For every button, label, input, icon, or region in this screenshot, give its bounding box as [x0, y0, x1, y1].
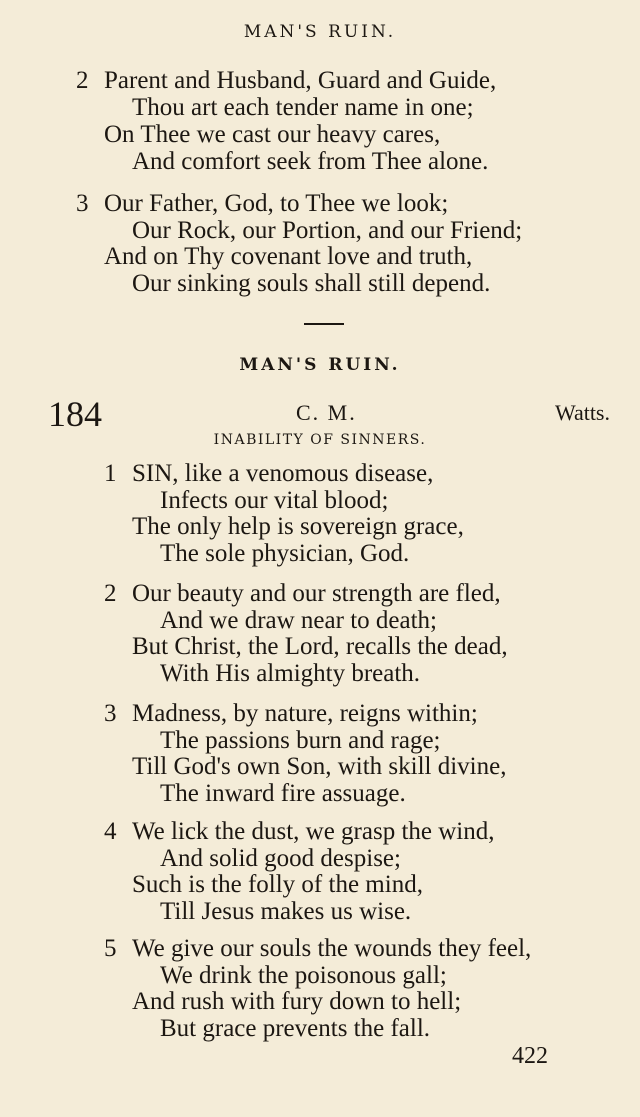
page-number: 422 [512, 1043, 548, 1069]
verse-line: SIN, like a venomous disease, [132, 460, 434, 487]
verse-line: And solid good despise; [160, 845, 401, 872]
stanza-number: 1 [104, 460, 117, 487]
verse-line: Our Father, God, to Thee we look; [104, 190, 449, 217]
verse-line: And rush with fury down to hell; [132, 988, 462, 1015]
stanza-number: 4 [104, 818, 117, 845]
hymn-author: Watts. [554, 400, 610, 425]
verse-line: Our sinking souls shall still depend. [132, 270, 491, 297]
verse-line: Such is the folly of the mind, [132, 871, 423, 898]
verse-line: And comfort seek from Thee alone. [132, 148, 489, 175]
verse-line: The passions burn and rage; [160, 727, 441, 754]
verse-line: Thou art each tender name in one; [132, 94, 474, 121]
verse-line: Till God's own Son, with skill divine, [132, 753, 507, 780]
verse-line: And on Thy covenant love and truth, [104, 243, 473, 270]
stanza-number: 3 [104, 700, 117, 727]
verse-line: On Thee we cast our heavy cares, [104, 121, 441, 148]
verse-line: The inward fire assuage. [160, 780, 406, 807]
hymn-meter: C. M. [296, 400, 357, 425]
verse-line: Infects our vital blood; [160, 487, 389, 514]
verse-line: And we draw near to death; [160, 607, 437, 634]
verse-line: We give our souls the wounds they feel, [132, 935, 532, 962]
hymn-subject: INABILITY OF SINNERS. [213, 432, 427, 448]
verse-line: We drink the poisonous gall; [160, 962, 447, 989]
hymn-number: 184 [48, 394, 102, 434]
stanza-number: 2 [104, 580, 117, 607]
verse-line: Madness, by nature, reigns within; [132, 700, 478, 727]
section-title: MAN'S RUIN. [239, 355, 401, 375]
running-head: MAN'S RUIN. [243, 22, 397, 42]
verse-line: With His almighty breath. [160, 660, 421, 687]
verse-line: But Christ, the Lord, recalls the dead, [132, 633, 508, 660]
verse-line: The sole physician, God. [160, 540, 410, 567]
verse-line: The only help is sovereign grace, [132, 513, 464, 540]
verse-line: Our Rock, our Portion, and our Friend; [132, 217, 523, 244]
stanza-number: 3 [76, 190, 89, 217]
verse-line: But grace prevents the fall. [160, 1015, 431, 1042]
stanza-number: 5 [104, 935, 117, 962]
verse-line: Our beauty and our strength are fled, [132, 580, 501, 607]
verse-line: Till Jesus makes us wise. [160, 898, 412, 925]
verse-line: We lick the dust, we grasp the wind, [132, 818, 495, 845]
verse-line: Parent and Husband, Guard and Guide, [104, 67, 497, 94]
stanza-number: 2 [76, 67, 89, 94]
section-divider [304, 323, 344, 325]
